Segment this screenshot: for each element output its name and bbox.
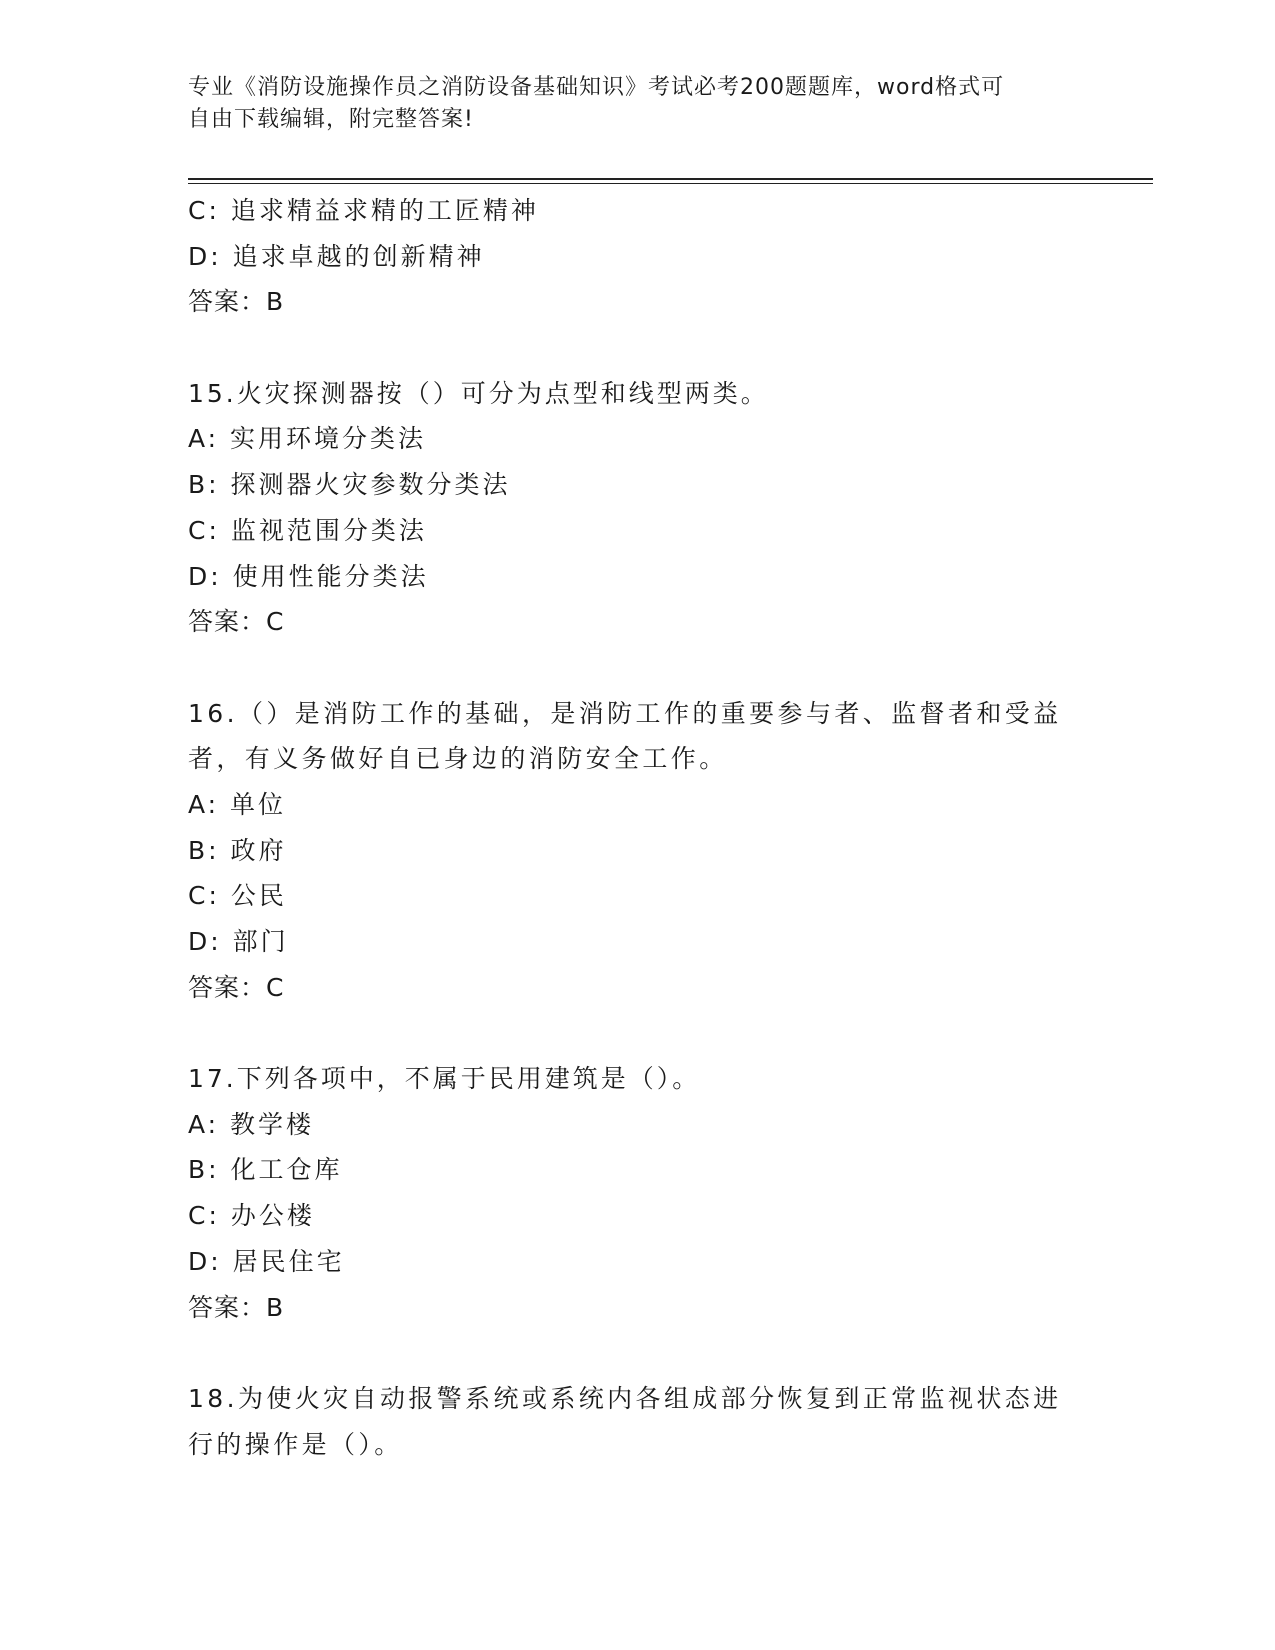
option-d: D: 居民住宅 — [188, 1246, 345, 1276]
spacer — [188, 325, 1088, 371]
question-text: 15.火灾探测器按（）可分为点型和线型两类。 — [188, 378, 769, 408]
option-d: D: 使用性能分类法 — [188, 561, 429, 591]
question-15 — [188, 371, 1088, 645]
document-header — [188, 72, 1068, 136]
answer-line: 答案：B — [188, 287, 285, 317]
question-18 — [188, 1376, 1088, 1467]
option-d: D: 追求卓越的创新精神 — [188, 241, 485, 271]
question-17 — [188, 1056, 1088, 1330]
spacer — [188, 645, 1088, 691]
answer-line: 答案：C — [188, 972, 285, 1002]
spacer — [188, 1330, 1088, 1376]
option-b: B: 政府 — [188, 835, 287, 865]
question-list — [188, 188, 1088, 1467]
header-divider-thin — [188, 183, 1153, 184]
question-14-continuation — [188, 188, 1088, 325]
header-line-1: 专业《消防设施操作员之消防设备基础知识》考试必考200题题库，word格式可 — [188, 75, 1005, 100]
option-c: C: 追求精益求精的工匠精神 — [188, 196, 539, 225]
answer-line: 答案：B — [188, 1292, 285, 1322]
option-c: C: 监视范围分类法 — [188, 515, 427, 545]
option-a: A: 实用环境分类法 — [188, 424, 427, 454]
option-a: A: 教学楼 — [188, 1109, 315, 1139]
question-text: 18.为使火灾自动报警系统或系统内各组成部分恢复到正常监视状态进行的操作是（）。 — [188, 1383, 1062, 1459]
answer-line: 答案：C — [188, 607, 285, 637]
option-b: B: 探测器火灾参数分类法 — [188, 470, 511, 500]
option-a: A: 单位 — [188, 789, 287, 819]
question-text: 17.下列各项中，不属于民用建筑是（）。 — [188, 1064, 701, 1094]
header-divider-thick — [188, 178, 1153, 180]
header-line-2: 自由下载编辑，附完整答案! — [188, 107, 474, 132]
question-16 — [188, 691, 1088, 1011]
option-c: C: 公民 — [188, 881, 287, 911]
option-c: C: 办公楼 — [188, 1201, 315, 1231]
option-b: B: 化工仓库 — [188, 1155, 343, 1185]
option-d: D: 部门 — [188, 927, 289, 957]
spacer — [188, 1010, 1088, 1056]
question-text: 16.（）是消防工作的基础，是消防工作的重要参与者、监督者和受益者，有义务做好自已身边的消防安全工作。 — [188, 698, 1062, 774]
